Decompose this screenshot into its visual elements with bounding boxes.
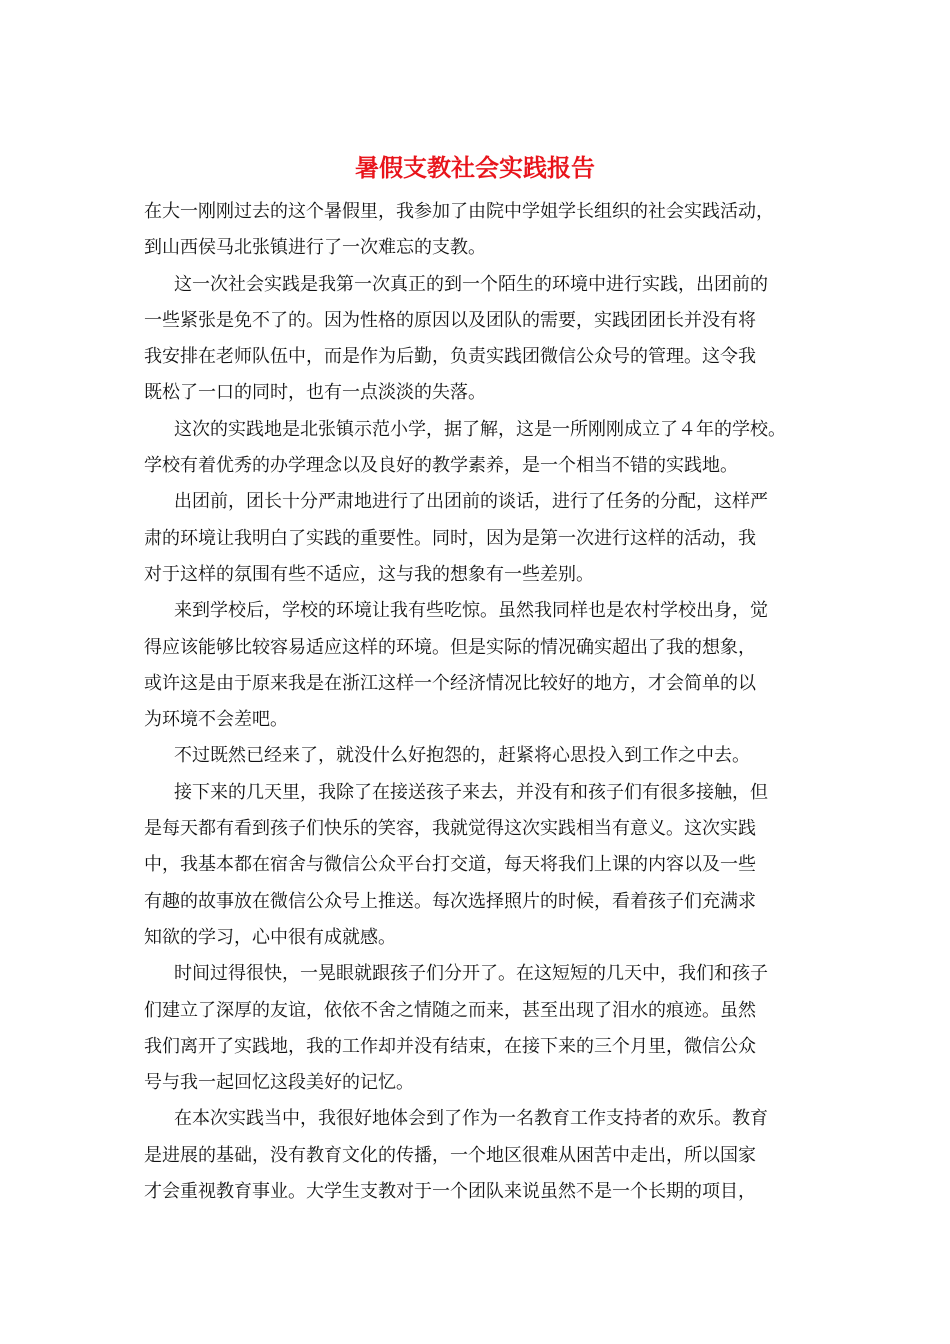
text-line: 接下来的几天里，我除了在接送孩子来去，并没有和孩子们有很多接触，但	[174, 781, 768, 803]
text-line: 是每天都有看到孩子们快乐的笑容，我就觉得这次实践相当有意义。这次实践	[144, 818, 756, 840]
text-line: 们建立了深厚的友谊，依依不舍之情随之而来，甚至出现了泪水的痕迹。虽然	[144, 999, 756, 1021]
text-line: 才会重视教育事业。大学生支教对于一个团队来说虽然不是一个长期的项目，	[144, 1181, 756, 1203]
text-line: 或许这是由于原来我是在浙江这样一个经济情况比较好的地方，才会简单的以	[144, 672, 756, 694]
text-line: 不过既然已经来了，就没什么好抱怨的，赶紧将心思投入到工作之中去。	[174, 745, 750, 767]
text-line: 在大一刚刚过去的这个暑假里，我参加了由院中学姐学长组织的社会实践活动，	[144, 201, 774, 222]
text-line: 号与我一起回忆这段美好的记忆。	[144, 1072, 414, 1094]
text-line: 在本次实践当中，我很好地体会到了作为一名教育工作支持者的欢乐。教育	[174, 1108, 768, 1130]
text-line: 为环境不会差吧。	[144, 709, 288, 731]
text-line: 出团前，团长十分严肃地进行了出团前的谈话，进行了任务的分配，这样严	[174, 491, 768, 513]
text-line: 得应该能够比较容易适应这样的环境。但是实际的情况确实超出了我的想象，	[144, 636, 756, 658]
text-line: 这一次社会实践是我第一次真正的到一个陌生的环境中进行实践，出团前的	[174, 273, 768, 295]
text-line: 我安排在老师队伍中，而是作为后勤，负责实践团微信公众号的管理。这令我	[144, 346, 756, 368]
text-line: 对于这样的氛围有些不适应，这与我的想象有一些差别。	[144, 563, 594, 585]
text-line: 时间过得很快，一晃眼就跟孩子们分开了。在这短短的几天中，我们和孩子	[174, 963, 768, 985]
text-line: 知欲的学习，心中很有成就感。	[144, 926, 396, 948]
document-title: 暑假支教社会实践报告	[355, 153, 595, 182]
text-line: 肃的环境让我明白了实践的重要性。同时，因为是第一次进行这样的活动，我	[144, 527, 756, 549]
text-line: 来到学校后，学校的环境让我有些吃惊。虽然我同样也是农村学校出身，觉	[174, 600, 768, 622]
text-line: 我们离开了实践地，我的工作却并没有结束，在接下来的三个月里，微信公众	[144, 1035, 756, 1057]
text-line: 有趣的故事放在微信公众号上推送。每次选择照片的时候，看着孩子们充满求	[144, 890, 756, 912]
text-line: 既松了一口的同时，也有一点淡淡的失落。	[144, 382, 486, 404]
text-line: 中，我基本都在宿舍与微信公众平台打交道，每天将我们上课的内容以及一些	[144, 854, 756, 876]
text-line: 一些紧张是免不了的。因为性格的原因以及团队的需要，实践团团长并没有将	[144, 309, 756, 331]
text-line: 这次的实践地是北张镇示范小学，据了解，这是一所刚刚成立了４年的学校。	[174, 418, 786, 440]
document-body	[144, 194, 814, 1210]
text-line: 到山西侯马北张镇进行了一次难忘的支教。	[144, 237, 486, 259]
text-line: 学校有着优秀的办学理念以及良好的教学素养，是一个相当不错的实践地。	[144, 455, 738, 477]
text-line: 是进展的基础，没有教育文化的传播，一个地区很难从困苦中走出，所以国家	[144, 1144, 756, 1166]
